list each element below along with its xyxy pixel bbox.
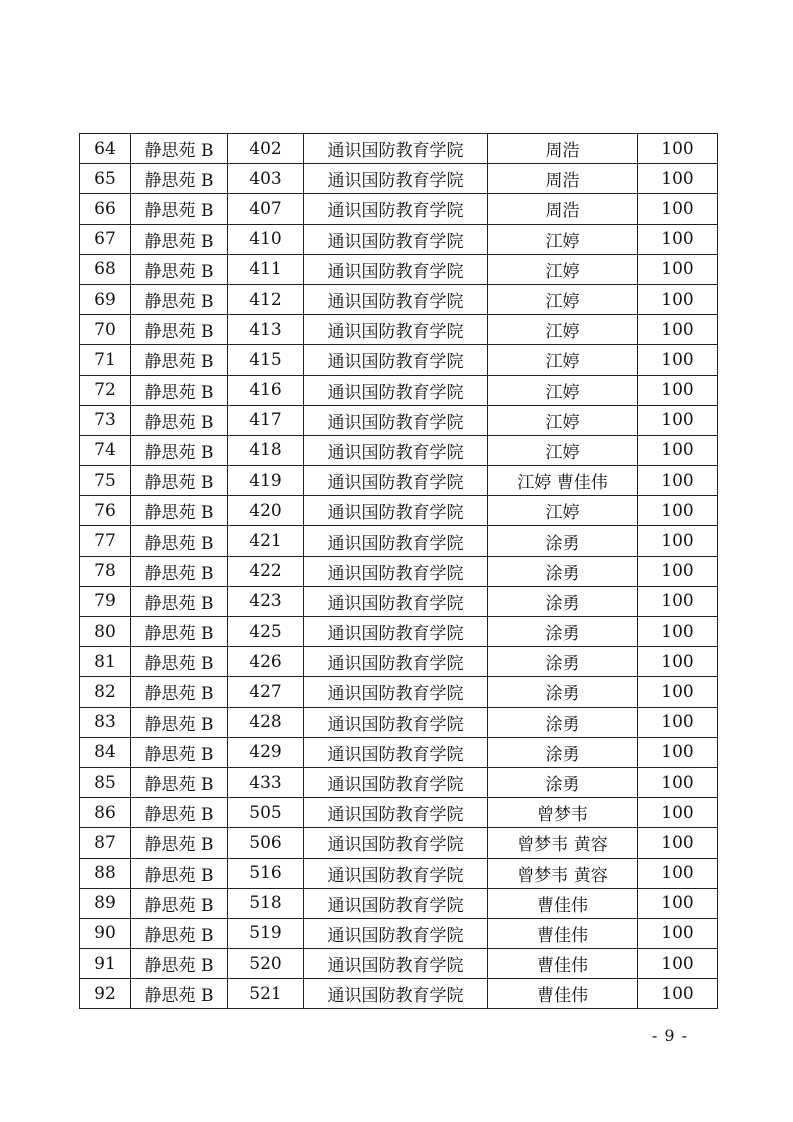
college-cell: 通识国防教育学院 [304,647,488,677]
dormitory-score-table [79,133,718,1009]
person-cell: 曾梦韦 黄容 [488,828,638,858]
person-cell: 涂勇 [488,556,638,586]
college-cell: 通识国防教育学院 [304,466,488,496]
person-cell: 曾梦韦 [488,798,638,828]
score-cell: 100 [638,617,718,647]
person-cell: 周浩 [488,134,638,164]
building-cell: 静思苑 B [131,254,228,284]
row-number-cell: 77 [80,526,131,556]
person-cell: 江婷 [488,345,638,375]
row-number-cell: 79 [80,586,131,616]
row-number-cell: 69 [80,284,131,314]
college-cell: 通识国防教育学院 [304,224,488,254]
room-cell: 403 [228,164,304,194]
table-row [80,466,718,496]
score-cell: 100 [638,526,718,556]
person-cell: 江婷 [488,405,638,435]
row-number-cell: 84 [80,737,131,767]
room-cell: 433 [228,767,304,797]
room-cell: 402 [228,134,304,164]
row-number-cell: 89 [80,888,131,918]
college-cell: 通识国防教育学院 [304,858,488,888]
person-cell: 涂勇 [488,707,638,737]
building-cell: 静思苑 B [131,345,228,375]
table-row [80,315,718,345]
score-cell: 100 [638,918,718,948]
college-cell: 通识国防教育学院 [304,526,488,556]
table-row [80,164,718,194]
room-cell: 425 [228,617,304,647]
person-cell: 涂勇 [488,526,638,556]
row-number-cell: 76 [80,496,131,526]
college-cell: 通识国防教育学院 [304,949,488,979]
college-cell: 通识国防教育学院 [304,254,488,284]
row-number-cell: 85 [80,767,131,797]
row-number-cell: 88 [80,858,131,888]
row-number-cell: 82 [80,677,131,707]
person-cell: 江婷 [488,496,638,526]
row-number-cell: 75 [80,466,131,496]
building-cell: 静思苑 B [131,949,228,979]
row-number-cell: 90 [80,918,131,948]
building-cell: 静思苑 B [131,375,228,405]
college-cell: 通识国防教育学院 [304,435,488,465]
college-cell: 通识国防教育学院 [304,375,488,405]
person-cell: 江婷 [488,375,638,405]
room-cell: 423 [228,586,304,616]
row-number-cell: 64 [80,134,131,164]
room-cell: 516 [228,858,304,888]
college-cell: 通识国防教育学院 [304,828,488,858]
building-cell: 静思苑 B [131,858,228,888]
college-cell: 通识国防教育学院 [304,586,488,616]
room-cell: 413 [228,315,304,345]
table-row [80,767,718,797]
row-number-cell: 67 [80,224,131,254]
college-cell: 通识国防教育学院 [304,798,488,828]
building-cell: 静思苑 B [131,828,228,858]
room-cell: 521 [228,979,304,1009]
building-cell: 静思苑 B [131,798,228,828]
building-cell: 静思苑 B [131,617,228,647]
room-cell: 505 [228,798,304,828]
table-row [80,194,718,224]
college-cell: 通识国防教育学院 [304,315,488,345]
score-cell: 100 [638,254,718,284]
table-row [80,224,718,254]
room-cell: 429 [228,737,304,767]
table-row [80,798,718,828]
person-cell: 涂勇 [488,617,638,647]
building-cell: 静思苑 B [131,526,228,556]
page-number: - 9 - [651,1026,689,1045]
college-cell: 通识国防教育学院 [304,888,488,918]
room-cell: 428 [228,707,304,737]
college-cell: 通识国防教育学院 [304,617,488,647]
table-row [80,737,718,767]
score-cell: 100 [638,888,718,918]
score-cell: 100 [638,435,718,465]
score-cell: 100 [638,194,718,224]
table-row [80,707,718,737]
room-cell: 407 [228,194,304,224]
row-number-cell: 68 [80,254,131,284]
person-cell: 江婷 曹佳伟 [488,466,638,496]
college-cell: 通识国防教育学院 [304,194,488,224]
person-cell: 江婷 [488,254,638,284]
building-cell: 静思苑 B [131,647,228,677]
score-cell: 100 [638,345,718,375]
room-cell: 519 [228,918,304,948]
person-cell: 曹佳伟 [488,979,638,1009]
person-cell: 曾梦韦 黄容 [488,858,638,888]
person-cell: 江婷 [488,284,638,314]
college-cell: 通识国防教育学院 [304,707,488,737]
score-cell: 100 [638,737,718,767]
score-cell: 100 [638,677,718,707]
college-cell: 通识国防教育学院 [304,496,488,526]
row-number-cell: 91 [80,949,131,979]
room-cell: 416 [228,375,304,405]
score-cell: 100 [638,767,718,797]
building-cell: 静思苑 B [131,496,228,526]
person-cell: 曹佳伟 [488,918,638,948]
score-cell: 100 [638,556,718,586]
building-cell: 静思苑 B [131,586,228,616]
person-cell: 涂勇 [488,677,638,707]
row-number-cell: 65 [80,164,131,194]
room-cell: 418 [228,435,304,465]
table-row [80,677,718,707]
score-cell: 100 [638,405,718,435]
building-cell: 静思苑 B [131,315,228,345]
row-number-cell: 86 [80,798,131,828]
person-cell: 周浩 [488,164,638,194]
person-cell: 涂勇 [488,767,638,797]
person-cell: 周浩 [488,194,638,224]
table-row [80,254,718,284]
room-cell: 427 [228,677,304,707]
table-row [80,345,718,375]
college-cell: 通识国防教育学院 [304,405,488,435]
score-cell: 100 [638,466,718,496]
table-row [80,858,718,888]
table-row [80,888,718,918]
building-cell: 静思苑 B [131,194,228,224]
room-cell: 520 [228,949,304,979]
room-cell: 420 [228,496,304,526]
row-number-cell: 73 [80,405,131,435]
room-cell: 411 [228,254,304,284]
score-cell: 100 [638,979,718,1009]
college-cell: 通识国防教育学院 [304,345,488,375]
row-number-cell: 83 [80,707,131,737]
room-cell: 506 [228,828,304,858]
row-number-cell: 80 [80,617,131,647]
person-cell: 涂勇 [488,647,638,677]
college-cell: 通识国防教育学院 [304,284,488,314]
table-row [80,526,718,556]
table-row [80,375,718,405]
building-cell: 静思苑 B [131,435,228,465]
building-cell: 静思苑 B [131,164,228,194]
building-cell: 静思苑 B [131,737,228,767]
table-row [80,586,718,616]
row-number-cell: 74 [80,435,131,465]
score-cell: 100 [638,949,718,979]
room-cell: 518 [228,888,304,918]
room-cell: 422 [228,556,304,586]
score-cell: 100 [638,134,718,164]
table-row [80,979,718,1009]
table-row [80,918,718,948]
building-cell: 静思苑 B [131,134,228,164]
room-cell: 419 [228,466,304,496]
score-cell: 100 [638,858,718,888]
score-cell: 100 [638,224,718,254]
table-row [80,405,718,435]
row-number-cell: 78 [80,556,131,586]
person-cell: 曹佳伟 [488,949,638,979]
person-cell: 曹佳伟 [488,888,638,918]
row-number-cell: 72 [80,375,131,405]
person-cell: 涂勇 [488,737,638,767]
room-cell: 412 [228,284,304,314]
room-cell: 426 [228,647,304,677]
building-cell: 静思苑 B [131,979,228,1009]
score-cell: 100 [638,798,718,828]
row-number-cell: 71 [80,345,131,375]
building-cell: 静思苑 B [131,707,228,737]
score-cell: 100 [638,496,718,526]
row-number-cell: 70 [80,315,131,345]
score-cell: 100 [638,647,718,677]
score-cell: 100 [638,586,718,616]
building-cell: 静思苑 B [131,767,228,797]
building-cell: 静思苑 B [131,556,228,586]
college-cell: 通识国防教育学院 [304,134,488,164]
row-number-cell: 92 [80,979,131,1009]
person-cell: 江婷 [488,435,638,465]
room-cell: 415 [228,345,304,375]
college-cell: 通识国防教育学院 [304,767,488,797]
score-cell: 100 [638,284,718,314]
college-cell: 通识国防教育学院 [304,918,488,948]
table-row [80,828,718,858]
score-cell: 100 [638,164,718,194]
building-cell: 静思苑 B [131,466,228,496]
college-cell: 通识国防教育学院 [304,556,488,586]
person-cell: 江婷 [488,224,638,254]
score-cell: 100 [638,315,718,345]
row-number-cell: 87 [80,828,131,858]
table-row [80,647,718,677]
table-row [80,949,718,979]
building-cell: 静思苑 B [131,677,228,707]
building-cell: 静思苑 B [131,918,228,948]
building-cell: 静思苑 B [131,888,228,918]
person-cell: 涂勇 [488,586,638,616]
college-cell: 通识国防教育学院 [304,979,488,1009]
score-cell: 100 [638,828,718,858]
table-body [80,134,718,1009]
room-cell: 410 [228,224,304,254]
building-cell: 静思苑 B [131,405,228,435]
college-cell: 通识国防教育学院 [304,164,488,194]
table-row [80,556,718,586]
building-cell: 静思苑 B [131,284,228,314]
college-cell: 通识国防教育学院 [304,737,488,767]
room-cell: 417 [228,405,304,435]
building-cell: 静思苑 B [131,224,228,254]
college-cell: 通识国防教育学院 [304,677,488,707]
table-row [80,284,718,314]
table-row [80,617,718,647]
row-number-cell: 81 [80,647,131,677]
row-number-cell: 66 [80,194,131,224]
table-row [80,134,718,164]
table-row [80,496,718,526]
room-cell: 421 [228,526,304,556]
table-row [80,435,718,465]
score-cell: 100 [638,707,718,737]
score-cell: 100 [638,375,718,405]
person-cell: 江婷 [488,315,638,345]
